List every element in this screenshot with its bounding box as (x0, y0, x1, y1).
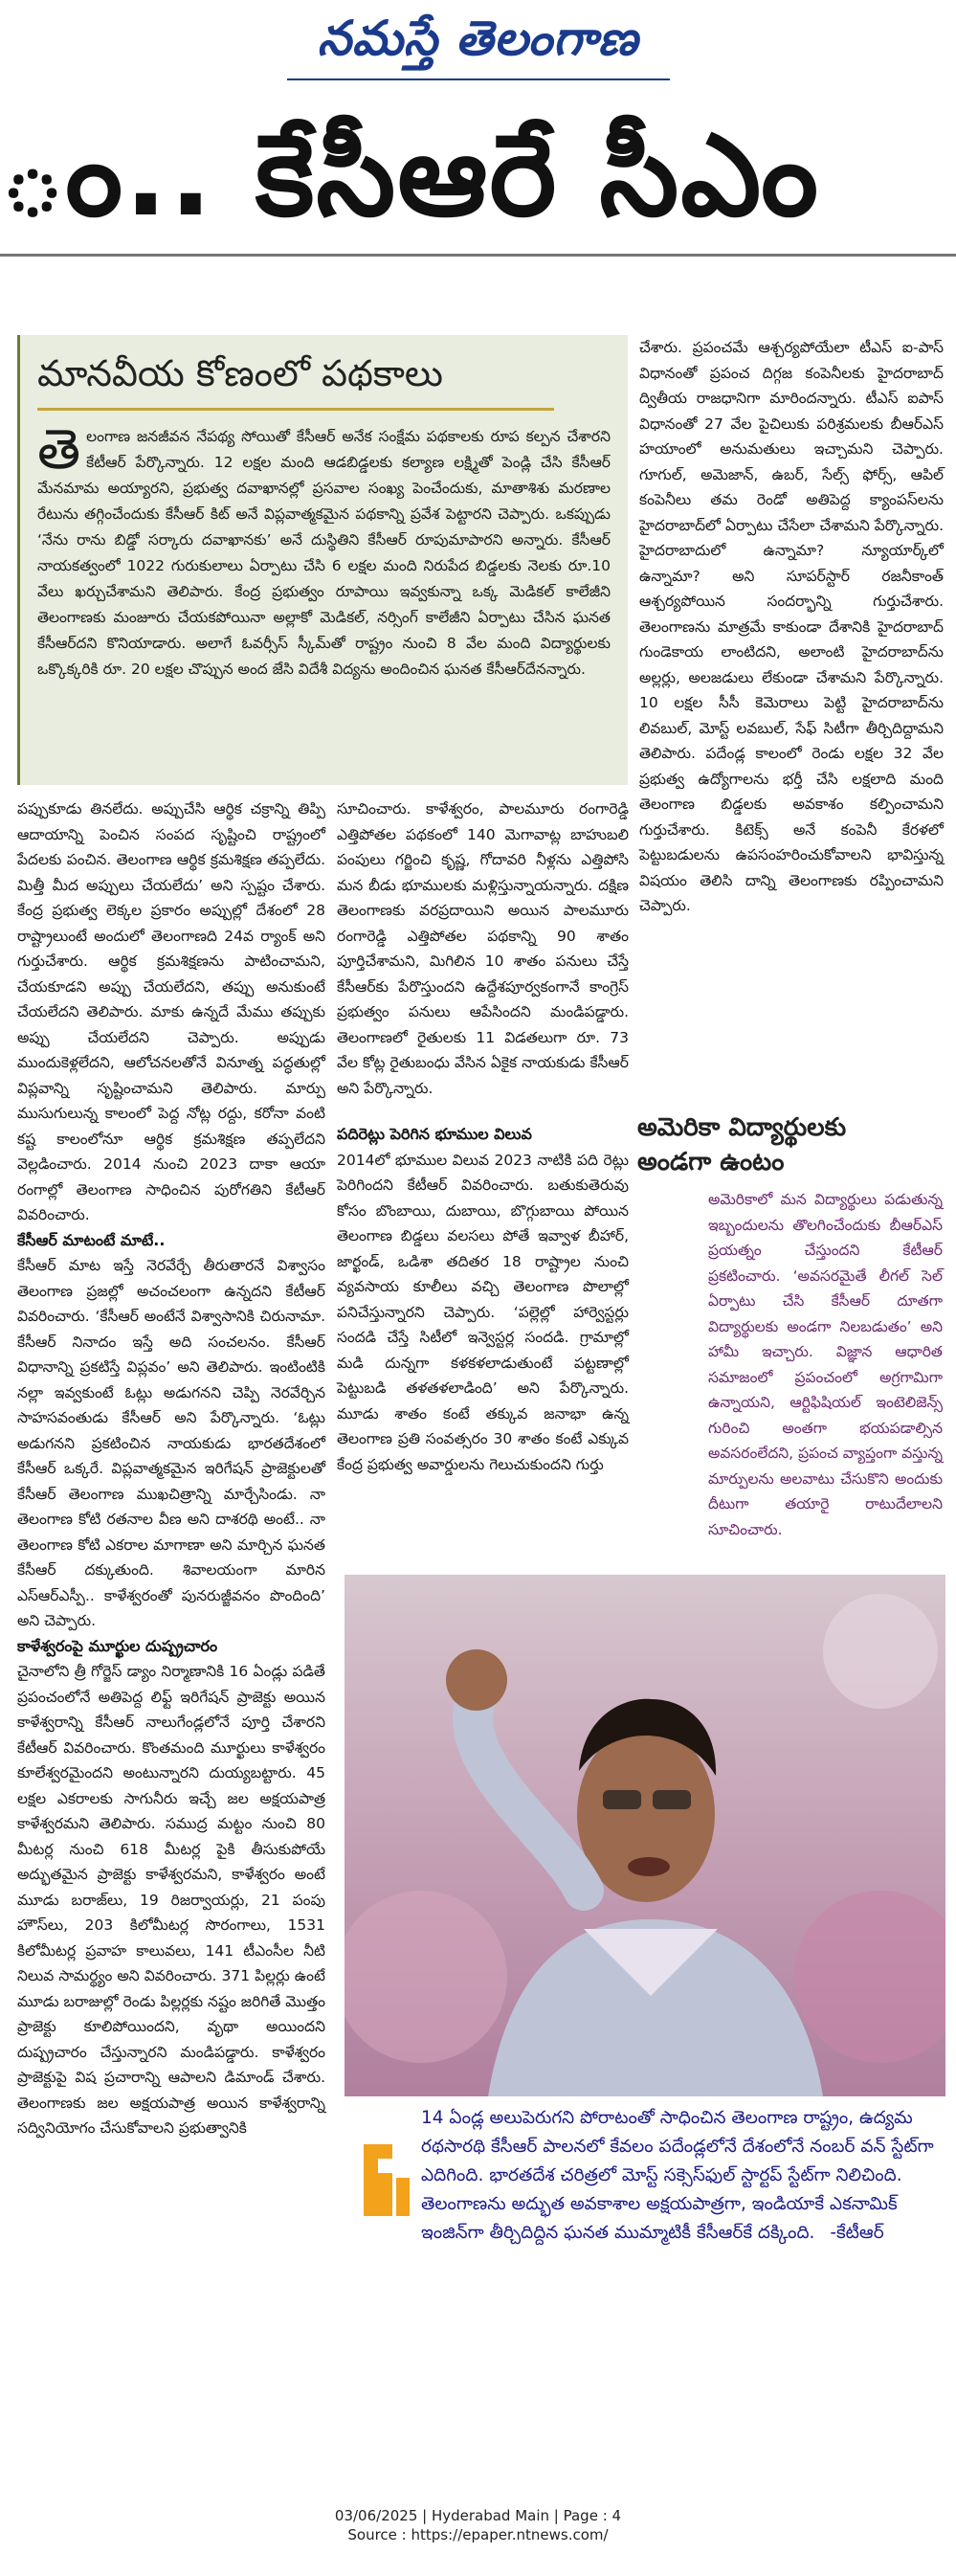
subheading-kcr-word: కేసీఆర్ మాటంటే మాటే.. (17, 1230, 166, 1249)
masthead (0, 0, 956, 91)
middle-column-para-2: 2014లో భూముల విలువ 2023 నాటికి పది రెట్లు పెరిగిందని కేటీఆర్ వివరించారు. బతుకుతెరువు కోసం బొంబాయి, దుబాయి, బొగ్గుబాయి పోయిన తెలంగాణ బిడ్డలు వలసలు పోతే ఇవ్వాళ బీహార్, జార్ఖండ్, ఒడిశా తదితర 18 రాష్ట్రాల నుంచి వ్యవసాయ కూలీలు వచ్చి తెలంగాణ పొలాల్లో పనిచేస్తున్నారని చెప్పారు. ‘పల్లెల్లో హార్వెస్టర్లు సందడి చేస్తే సిటీలో ఇన్వెస్టర్ల సందడి. గ్రామాల్లో మడి దున్నగా కళకళలాడుతుంటే పట్టణాల్లో పెట్టుబడి తళతళలాడింది’ అని పేర్కొన్నారు. మూడు శాతం కంటే తక్కువ జనాభా ఉన్న తెలంగాణ ప్రతి సంవత్సరం 30 శాతం కంటే ఎక్కువ కేంద్ర ప్రభుత్వ అవార్డులను గెలుచుకుందని గుర్తు (337, 1151, 629, 1473)
subheading-kaleshwaram: కాళేశ్వరంపై మూర్ఖుల దుష్ప్రచారం (17, 1636, 218, 1655)
quote-attribution: -కేటీఆర్ (830, 2223, 884, 2243)
america-heading: అమెరికా విద్యార్థులకు అండగా ఉంటం (637, 1113, 847, 1176)
left-column-para-3: చైనాలోని త్రీ గోర్జెస్ డ్యాం నిర్మాణానికి 16 ఏండ్లు పడితే ప్రపంచంలోనే అతిపెద్ద లిఫ్ట్ ఇరిగేషన్ ప్రాజెక్టు అయిన కాళేశ్వరాన్ని కేసీఆర్ నాలుగేండ్లలోనే పూర్తి చేశారని కేటీఆర్ వివరించారు. కొంతమంది మూర్ఖులు కాళేశ్వరం కూలేశ్వరమైందని అంటున్నారని దుయ్యబట్టారు. 45 లక్షల ఎకరాలకు సాగునీరు ఇచ్చే జల అక్షయపాత్ర కాళేశ్వరమని తెలిపారు. సముద్ర మట్టం నుంచి 80 మీటర్ల నుంచి 618 మీటర్ల పైకి తీసుకుపోయే అద్భుతమైన ప్రాజెక్టు కాళేశ్వరమని, కాళేశ్వరం అంటే మూడు బరాజ్‌లు, 19 రిజర్వాయర్లు, 21 పంపు హౌస్‌లు, 203 కిలోమీటర్ల సొరంగాలు, 1531 కిలోమీటర్ల ప్రవాహ కాలువలు, 141 టీఎంసీల నీటి నిలువ సామర్థ్యం అని వివరించారు. 371 పిల్లర్లు ఉంటే మూడు బరాజుల్లో రెండు పిల్లర్లకు నష్టం జరిగితే మొత్తం ప్రాజెక్టు కూలిపోయిందని, వృథా అయిందని దుష్ప్రచారం చేస్తున్నారని మండిపడ్డారు. కాళేశ్వరం ప్రాజెక్టుపై విష ప్రచారాన్ని ఆపాలని డిమాండ్ చేశారు. తెలంగాణకు జల అక్షయపాత్ర అయిన కాళేశ్వరాన్ని సద్వినియోగం చేసుకోవాలని ప్రభుత్వానికి (17, 1663, 325, 2137)
middle-column-para-1: సూచించారు. కాళేశ్వరం, పాలమూరు రంగారెడ్డి ఎత్తిపోతల పథకంలో 140 మెగావాట్ల బాహుబలి పంపులు గర్జించి కృష్ణ, గోదావరి నీళ్లను ఎత్తిపోసి మన బీడు భూములకు మళ్లిస్తున్నాయన్నారు. దక్షిణ తెలంగాణకు వరప్రదాయిని అయిన పాలమూరు రంగారెడ్డి ఎత్తిపోతల పథకాన్ని 90 శాతం పూర్తిచేశామని, మిగిలిన 10 శాతం పనులు చేస్తే కేసీఆర్‌కు పేరొస్తుందని ఉద్దేశపూర్వకంగానే కాంగ్రెస్ ప్రభుత్వం పనులు ఆపేసిందని మండిపడ్డారు. తెలంగాణలో రైతులకు 11 విడతలుగా రూ. 73 వేల కోట్ల రైతుబంధు వేసిన ఏకైక నాయకుడు కేసీఆర్ అని పేర్కొన్నారు. (337, 800, 629, 1097)
footer-date-edition: 03/06/2025 | Hyderabad Main | Page : 4 (334, 2507, 622, 2524)
masthead-title: నమస్తే తెలంగాణ (317, 10, 639, 66)
right-column-text: చేశారు. ప్రపంచమే ఆశ్చర్యపోయేలా టీఎస్ ఐ-పాస్ విధానంతో ప్రపంచ దిగ్గజ కంపెనీలకు హైదరాబాద్ ద్వితీయ రాజధానిగా మారిందన్నారు. టీఎస్ ఐపాస్ విధానంతో 27 వేల పైచిలుకు పరిశ్రమలకు బీఆర్ఎస్ హయాంలో అనుమతులు ఇచ్చామని చెప్పారు. గూగుల్, అమెజాన్, ఉబర్, సేల్స్ ఫోర్స్, ఆపిల్ కంపెనీలు తమ రెండో అతిపెద్ద క్యాంపస్‌లను హైదరాబాద్‌లో ఏర్పాటు చేసేలా చేశామని పేర్కొన్నారు. హైదరాబాదులో ఉన్నామా? న్యూయార్క్‌లో ఉన్నామా? అని సూపర్‌స్టార్ రజనీకాంత్ ఆశ్చర్యపోయిన సందర్భాన్ని గుర్తుచేశారు. తెలంగాణను మాత్రమే కాకుండా దేశానికి హైదరాబాద్ గుండెకాయ లాంటిదని, అలాంటి హైదరాబాద్‌ను అల్లర్లు, అలజడులు లేకుండా చేశామని పేర్కొన్నారు. 10 లక్షల సీసీ కెమెరాలు పెట్టి హైదరాబాద్‌ను లివబుల్, మోస్ట్ లవబుల్, సేఫ్ సిటీగా తీర్చిదిద్దామని తెలిపారు. పదేండ్ల కాలంలో రెండు లక్షల 32 వేల ప్రభుత్వ ఉద్యోగాలను భర్తీ చేసి లక్షలాది మంది తెలంగాణ బిడ్డలకు అవకాశం కల్పించామని గుర్తుచేశారు. కిటెక్స్ అనే కంపెనీ కేరళలో పెట్టుబడులను ఉపసంహరించుకోవాలని భావిస్తున్న విషయం తెలిసి దాన్ని తెలంగాణకు రప్పించామని చెప్పారు. (639, 339, 944, 914)
right-column-top (639, 335, 944, 919)
subheading-land-value: పదిరెట్లు పెరిగిన భూముల విలువ (337, 1125, 532, 1143)
left-column-para-2: కేసీఆర్ మాట ఇస్తే నెరవేర్చే తీరుతారనే విశ్వాసం తెలంగాణ ప్రజల్లో అచంచలంగా ఉన్నదని కేటీఆర్ వివరించారు. ‘కేసీఆర్ అంటేనే విశ్వాసానికి చిరునామా. కేసీఆర్ నినాదం ఇస్తే అది సంచలనం. కేసీఆర్ విధానాన్ని ప్రకటిస్తే విప్లవం’ అని తెలిపారు. ఇంటింటికి నల్లా ఇవ్వకుంటే ఓట్లు అడుగనని చెప్పి నెరవేర్చిన సాహసవంతుడు కేసీఆర్ అని పేర్కొన్నారు. ‘ఓట్లు అడుగనని ప్రకటించిన నాయకుడు భారతదేశంలో కేసీఆర్ ఒక్కరే. విప్లవాత్మకమైన ఇరిగేషన్ ప్రాజెక్టులతో కేసీఆర్ తెలంగాణ ముఖచిత్రాన్ని మార్చేసిండు. నా తెలంగాణ కోటి రతనాల వీణ అని దాశరథి అంటే.. నా తెలంగాణ కోటి ఎకరాల మాగాణా అని మార్చిన ఘనత కేసీఆర్ దక్కుతుంది. శివాలయంగా మారిన ఎస్ఆర్ఎస్పీ.. కాళేశ్వరంతో పునరుజ్జీవనం పొందింది’ అని చెప్పారు. (17, 1257, 325, 1629)
schemes-box-body: లంగాణ జనజీవన నేపథ్య సోయితో కేసీఆర్ అనేక సంక్షేమ పథకాలకు రూప కల్పన చేశారని కేటీఆర్ పేర్కొన్నారు. 12 లక్షల మంది ఆడబిడ్డలకు కల్యాణ లక్ష్మితో పెండ్లి చేసి కేసీఆర్ మేనమామ అయ్యారని, ప్రభుత్వ దవాఖానల్లో ప్రసవాల సంఖ్య పెంచేందుకు, మాతాశిశు మరణాల రేటును తగ్గించేందుకు కేసీఆర్ కిట్ అనే విప్లవాత్మకమైన పథకాన్ని ప్రవేశ పెట్టారని చెప్పారు. ఒకప్పుడు ‘నేను రాను బిడ్డో సర్కారు దవాఖానకు’ అనే దుస్థితిని కేసీఆర్ రూపుమాపారని అన్నారు. కేసీఆర్ నాయకత్వంలో 1022 గురుకులాలు ఏర్పాటు చేసి 6 లక్షల మంది నిరుపేద బిడ్డలకు నెలకు రూ.10 వేలు ఖర్చుచేశామని తెలిపారు. కేంద్ర ప్రభుత్వం రూపాయి ఇవ్వకున్నా ఒక్క మెడికల్ కాలేజీని తెలంగాణకు మంజూరు చేయకపోయినా అల్లాకో మెడికల్, నర్సింగ్ కాలేజీని ఏర్పాటు చేసిన ఘనత కేసీఆర్‌దని కొనియాడారు. అలాగే ఓవర్సీస్ స్కీమ్‌తో రాష్ట్రం నుంచి 8 వేల మంది విద్యార్థులకు ఒక్కొక్కరికి రూ. 20 లక్షల చొప్పున అంద జేసి విదేశీ విద్యను అందించిన ఘనత కేసీఆర్‌దేనన్నారు. (37, 428, 611, 678)
ktr-quote (417, 2096, 953, 2264)
schemes-box (17, 335, 628, 785)
schemes-box-text (37, 416, 611, 683)
left-column-para-1: పప్పుకూడు తినలేదు. అప్పుచేసి ఆర్థిక చక్రాన్ని తిప్పి ఆదాయాన్ని పెంచిన సంపద సృష్టించి రాష్ట్రంలో పేదలకు పంచిన. తెలంగాణ ఆర్థిక క్రమశిక్షణ తప్పలేదు. మిత్తీ మీద అప్పులు చేయలేదు’ అని స్పష్టం చేశారు. కేంద్ర ప్రభుత్వ లెక్కల ప్రకారం అప్పుల్లో దేశంలో 28 రాష్ట్రాలుంటే అందులో తెలంగాణది 24వ ర్యాంక్ అని గుర్తుచేశారు. ఆర్థిక క్రమశిక్షణను పాటించామని, చేయకూడని అప్పు చేయలేదని, తప్పు అనుకుంటే చేయలేదని తెలిపారు. మాకు ఉన్నదే మేము తప్పుకు అప్పు చేయలేదని చెప్పారు. అప్పుడు ముందుకెళ్లలేదని, ఆలోచనలతోనే వినూత్న పద్ధతుల్లో విప్లవాన్ని సృష్టించామని తెలిపారు. మార్పు ముసుగులున్న కాలంలో పెద్ద నోట్ల రద్దు, కరోనా వంటి కష్ట కాలంలోనూ ఆర్థిక క్రమశిక్షణ తప్పలేదని వెల్లడించారు. 2014 నుంచి 2023 దాకా ఆయా రంగాల్లో తెలంగాణ సాధించిన పురోగతిని కేటీఆర్ వివరించారు. (17, 800, 325, 1223)
schemes-box-title: మానవీయ కోణంలో పథకాలు (37, 352, 443, 394)
ktr-photo (345, 1575, 945, 2096)
masthead-rule (287, 78, 670, 80)
left-column (17, 796, 325, 2141)
footer-source: Source : https://epaper.ntnews.com/ (347, 2526, 609, 2543)
footer (0, 2506, 956, 2544)
schemes-box-rule (37, 408, 554, 411)
quote-mark-icon (354, 2135, 411, 2221)
middle-column (337, 796, 629, 1477)
america-text: అమెరికాలో మన విద్యార్థులు పడుతున్న ఇబ్బందులను తొలగించేందుకు బీఆర్ఎస్ ప్రయత్నం చేస్తుందని కేటీఆర్ ప్రకటించారు. ‘అవసరమైతే లీగల్ సెల్ ఏర్పాటు చేసి కేసీఆర్ దూతగా విద్యార్థులకు అండగా నిలబడుతం’ అని హామీ ఇచ్చారు. విజ్ఞాన ఆధారిత సమాజంలో ప్రపంచంలో అగ్రగామిగా ఉన్నాయని, ఆర్టిఫిషియల్ ఇంటెలిజెన్స్ గురించి అంతగా భయపడాల్సిన అవసరంలేదని, ప్రపంచ వ్యాప్తంగా వస్తున్న మార్పులను అలవాటు చేసుకొని అందుకు దీటుగా తయారై రాటుదేలాలని సూచించారు. (708, 1191, 943, 1538)
headline: ం.. కేసీఆరే సీఎం (0, 109, 820, 241)
headline-rule (0, 254, 956, 257)
ktr-photo-illustration (345, 1575, 945, 2096)
quote-text: 14 ఏండ్ల అలుపెరుగని పోరాటంతో సాధించిన తెలంగాణ రాష్ట్రం, ఉద్యమ రథసారథి కేసీఆర్ పాలనలో కేవలం పదేండ్లలోనే దేశంలోనే నంబర్ వన్ స్టేట్‌గా ఎదిగింది. భారతదేశ చరిత్రలో మోస్ట్ సక్సెస్‌ఫుల్ స్టార్టప్ స్టేట్‌గా నిలిచింది. తెలంగాణను అద్భుత అవకాశాల అక్షయపాత్రగా, ఇండియాకే ఎకనామిక్ ఇంజిన్‌గా తీర్చిదిద్దిన ఘనత ముమ్మాటికీ కేసీఆర్‌కే దక్కింది. (421, 2108, 934, 2243)
drop-cap: తె (37, 416, 81, 482)
